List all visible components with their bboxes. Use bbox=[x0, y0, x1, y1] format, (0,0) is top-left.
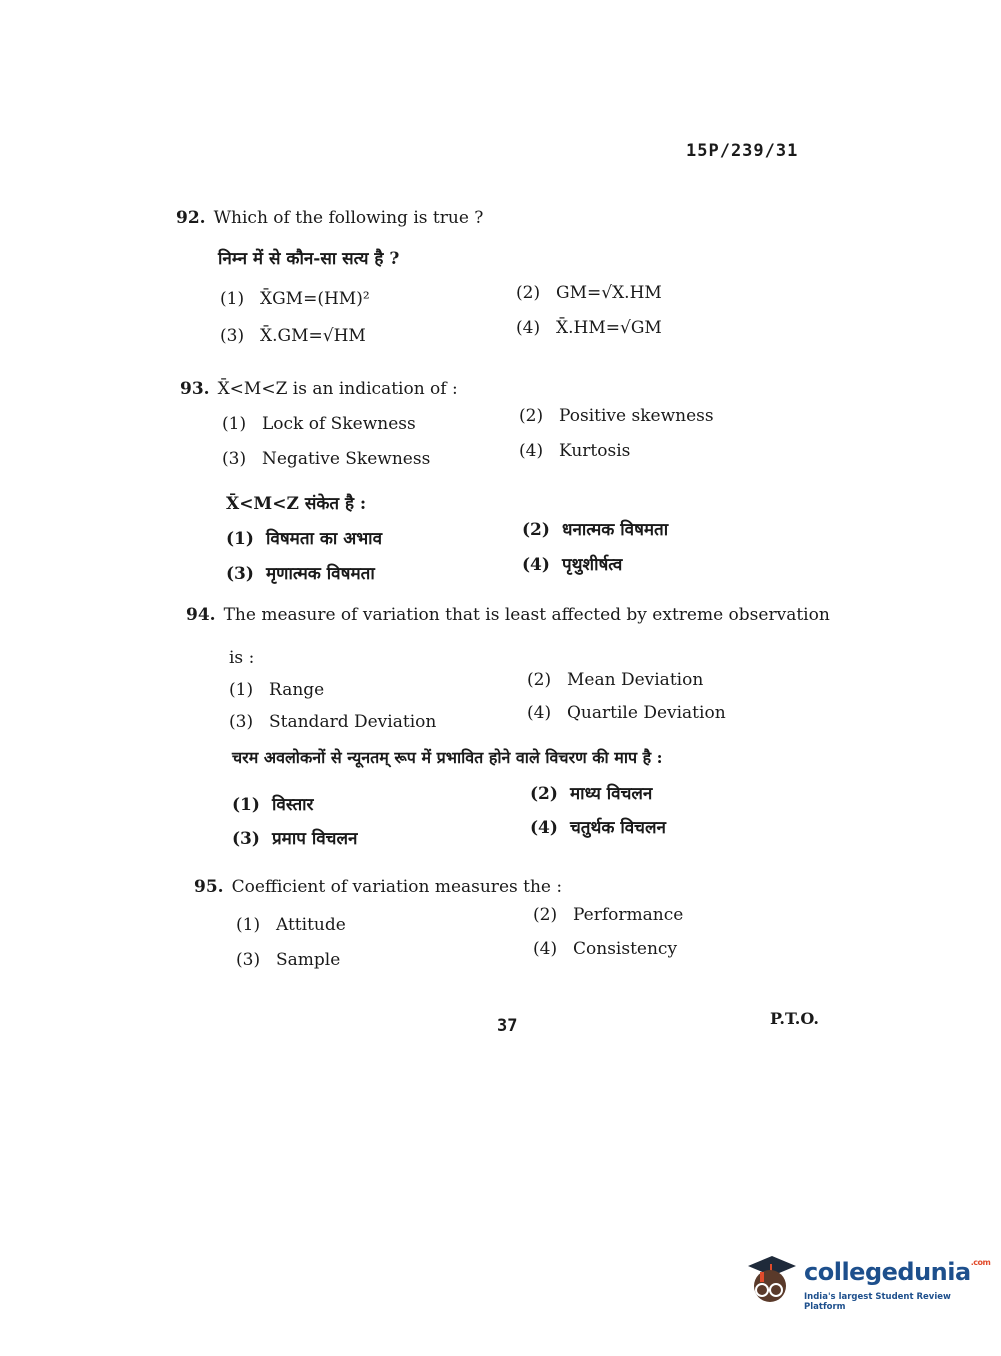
option-hi-1: (1) विषमता का अभाव bbox=[226, 529, 383, 549]
option-2: (2) Positive skewness bbox=[519, 406, 714, 426]
option-4: (4) Kurtosis bbox=[519, 441, 631, 461]
question-95-en bbox=[194, 877, 562, 897]
brand-name: collegedunia$^{.com}$ bbox=[804, 1258, 991, 1286]
question-number: 95. bbox=[194, 877, 224, 897]
option-2: (2) Performance bbox=[533, 905, 684, 925]
question-text: Coefficient of variation measures the : bbox=[231, 877, 563, 897]
page-number: 37 bbox=[497, 1016, 518, 1036]
option-hi-3: (3) मृणात्मक विषमता bbox=[226, 564, 375, 584]
option-1: (1) Range bbox=[229, 680, 325, 700]
question-92-en bbox=[176, 208, 483, 228]
option-3: (3) Negative Skewness bbox=[222, 449, 431, 469]
option-1: (1) Lock of Skewness bbox=[222, 414, 416, 434]
question-text: X̄<M<Z is an indication of : bbox=[217, 379, 458, 399]
question-text: Which of the following is true ? bbox=[213, 208, 484, 228]
question-93-hi: X̄<M<Z संकेत है : bbox=[226, 494, 367, 514]
question-text: The measure of variation that is least affected by extreme observation bbox=[223, 605, 830, 625]
pto-label: P.T.O. bbox=[770, 1009, 819, 1028]
option-hi-3: (3) प्रमाप विचलन bbox=[232, 829, 358, 849]
paper-code: 15P/239/31 bbox=[686, 141, 799, 161]
option-2: (2) GM=√X.HM bbox=[516, 283, 662, 303]
collegedunia-logo bbox=[742, 1250, 991, 1312]
option-2: (2) Mean Deviation bbox=[527, 670, 704, 690]
option-3: (3) X̄.GM=√HM bbox=[220, 326, 366, 346]
option-hi-4: (4) पृथुशीर्षत्व bbox=[522, 555, 623, 575]
question-number: 94. bbox=[186, 605, 216, 625]
question-93-en bbox=[180, 379, 458, 399]
brand-tagline: India's largest Student Review Platform bbox=[804, 1292, 951, 1312]
option-4: (4) Quartile Deviation bbox=[527, 703, 726, 723]
option-3: (3) Sample bbox=[236, 950, 341, 970]
option-1: (1) X̄GM=(HM)² bbox=[220, 289, 370, 309]
option-4: (4) X̄.HM=√GM bbox=[516, 318, 662, 338]
question-number: 92. bbox=[176, 208, 206, 228]
question-92-hi: निम्न में से कौन-सा सत्य है ? bbox=[218, 249, 400, 269]
question-94-hi: चरम अवलोकनों से न्यूनतम् रूप में प्रभावित होने वाले विचरण की माप है : bbox=[232, 748, 663, 767]
option-4: (4) Consistency bbox=[533, 939, 678, 959]
question-94-en bbox=[186, 605, 830, 625]
option-1: (1) Attitude bbox=[236, 915, 346, 935]
option-hi-4: (4) चतुर्थक विचलन bbox=[530, 818, 666, 838]
brand-com: .com bbox=[970, 1258, 991, 1267]
option-hi-2: (2) धनात्मक विषमता bbox=[522, 520, 669, 540]
question-94-en-cont: is : bbox=[229, 648, 255, 668]
mascot-icon bbox=[742, 1250, 800, 1308]
option-hi-2: (2) माध्य विचलन bbox=[530, 784, 653, 804]
question-number: 93. bbox=[180, 379, 210, 399]
option-3: (3) Standard Deviation bbox=[229, 712, 437, 732]
option-hi-1: (1) विस्तार bbox=[232, 795, 314, 815]
